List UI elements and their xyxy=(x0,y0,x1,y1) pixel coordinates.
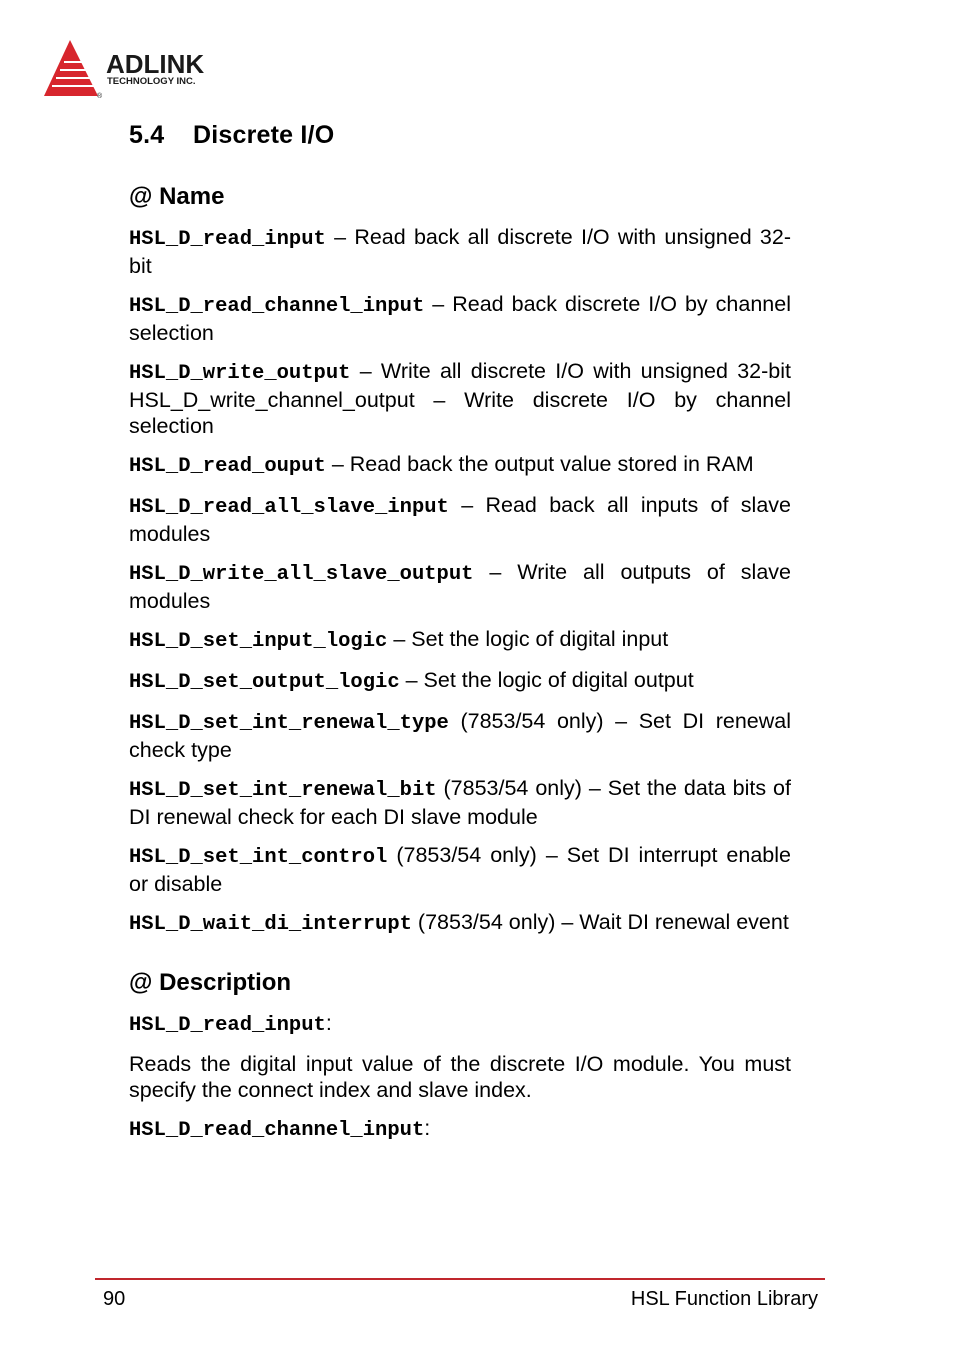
function-description: (7853/54 only) – Wait DI renewal event xyxy=(411,910,789,934)
description-fn-read-channel-input: HSL_D_read_channel_input: xyxy=(129,1116,431,1142)
function-description: – Read back all discrete I/O with unsigned 32-bit xyxy=(129,225,791,278)
function-entry xyxy=(129,667,791,696)
function-description: – Set the logic of digital output xyxy=(399,668,694,692)
function-entry xyxy=(129,559,791,614)
function-name: HSL_D_read_input xyxy=(129,1014,326,1037)
function-name: HSL_D_read_ouput xyxy=(129,455,326,478)
function-description: – Read back all inputs of slave modules xyxy=(129,493,791,546)
function-entry xyxy=(129,842,791,897)
function-description: – Write all discrete I/O with unsigned 32-bit HSL_D_write_channel_output – Write discrete I/O by channel selection xyxy=(129,359,791,438)
function-name: HSL_D_read_input xyxy=(129,228,326,251)
function-description: – Read back the output value stored in RAM xyxy=(325,452,754,476)
function-name: HSL_D_wait_di_interrupt xyxy=(129,913,412,936)
description-heading: @ Description xyxy=(129,969,292,996)
function-description: (7853/54 only) – Set the data bits of DI renewal check for each DI slave module xyxy=(129,776,791,829)
description-paragraph: Reads the digital input value of the discrete I/O module. You must specify the connect index and slave index. xyxy=(129,1052,791,1102)
function-name: HSL_D_read_all_slave_input xyxy=(129,496,449,519)
function-entry xyxy=(129,909,791,938)
function-entry xyxy=(129,451,791,480)
registered-mark-icon: ® xyxy=(97,93,103,100)
description-section xyxy=(129,968,791,1144)
section-number: 5.4 xyxy=(129,121,165,149)
adlink-logo xyxy=(42,38,242,100)
function-name: HSL_D_set_input_logic xyxy=(129,630,388,653)
function-description: (7853/54 only) – Set DI interrupt enable or disable xyxy=(129,843,791,896)
function-description: – Write all outputs of slave modules xyxy=(129,560,791,613)
function-entry xyxy=(129,358,791,439)
function-description: – Read back discrete I/O by channel selection xyxy=(129,292,791,345)
function-name: HSL_D_set_output_logic xyxy=(129,671,400,694)
footer-rule xyxy=(95,1278,825,1280)
function-name: HSL_D_set_int_renewal_type xyxy=(129,712,449,735)
page-number: 90 xyxy=(103,1288,126,1310)
function-name: HSL_D_write_output xyxy=(129,362,351,385)
function-entry xyxy=(129,626,791,655)
function-entry xyxy=(129,492,791,547)
function-description: (7853/54 only) – Set DI renewal check type xyxy=(129,709,791,762)
function-name: HSL_D_read_channel_input xyxy=(129,295,425,318)
function-entry xyxy=(129,224,791,279)
page-content xyxy=(129,182,791,1156)
description-fn-read-input: HSL_D_read_input: xyxy=(129,1011,332,1037)
function-entry xyxy=(129,291,791,346)
logo-triangle-icon xyxy=(44,40,98,96)
function-name: HSL_D_write_all_slave_output xyxy=(129,563,474,586)
function-name: HSL_D_read_channel_input xyxy=(129,1119,425,1142)
function-entry xyxy=(129,708,791,763)
logo-wordmark: ADLINK xyxy=(106,49,205,79)
function-list xyxy=(129,224,791,938)
name-heading: @ Name xyxy=(129,183,225,210)
footer-title: HSL Function Library xyxy=(630,1288,818,1310)
function-entry xyxy=(129,775,791,830)
function-name: HSL_D_set_int_renewal_bit xyxy=(129,779,437,802)
function-description: – Set the logic of digital input xyxy=(387,627,669,651)
function-name: HSL_D_set_int_control xyxy=(129,846,388,869)
logo-tagline: TECHNOLOGY INC. xyxy=(107,76,196,87)
section-title xyxy=(129,121,334,150)
section-title-text: Discrete I/O xyxy=(193,121,335,149)
